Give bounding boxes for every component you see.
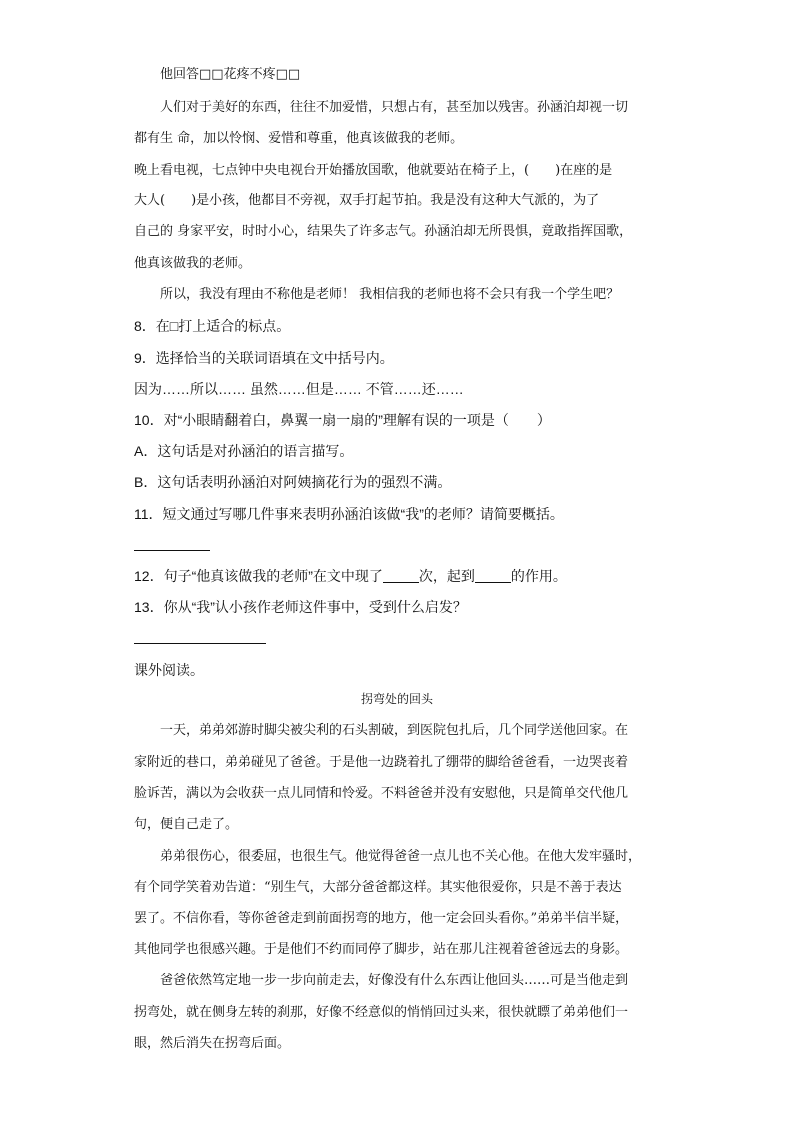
question-11: 11．短文通过写哪几件事来表明孙涵泊该做“我”的老师？请简要概括。 xyxy=(134,506,564,522)
passage2-line: 眼，然后消失在拐弯后面。 xyxy=(134,1036,291,1051)
answer-blank[interactable] xyxy=(475,568,511,583)
passage2-line: 爸爸依然笃定地一步一步向前走去，好像没有什么东西让他回头……可是当他走到 xyxy=(160,973,629,988)
question-12-text-a: 12．句子“他真该做我的老师”在文中现了 xyxy=(134,568,383,584)
passage2-title: 拐弯处的回头 xyxy=(360,692,433,706)
passage2-line: 弟弟很伤心，很委屈，也很生气。他觉得爸爸一点儿也不关心他。在他大发牢骚时， xyxy=(160,849,642,864)
passage2-line: 罢了。不信你看，等你爸爸走到前面拐弯的地方，他一定会回头看你。”弟弟半信半疑， xyxy=(134,911,629,926)
passage1-line: 所以，我没有理由不称他是老师！ 我相信我的老师也将不会只有我一个学生吧？ xyxy=(160,287,620,302)
passage2-line: 脸诉苦，满以为会收获一点儿同情和怜爱。不料爸爸并没有安慰他，只是简单交代他几 xyxy=(134,786,629,801)
passage2-line: 其他同学也很感兴趣。于是他们不约而同停了脚步，站在那儿注视着爸爸远去的身影。 xyxy=(134,942,629,957)
answer-blank[interactable] xyxy=(383,568,419,583)
question-13: 13．你从“我”认小孩作老师这件事中，受到什么启发？ xyxy=(134,599,467,615)
question-9-options: 因为……所以…… 虽然……但是…… 不管……还…… xyxy=(134,381,464,397)
answer-line[interactable] xyxy=(134,550,210,551)
question-12-text-c: 的作用。 xyxy=(510,568,567,584)
passage1-line: 晚上看电视，七点钟中央电视台开始播放国歌，他就要站在椅子上，( )在座的是 xyxy=(134,163,613,178)
passage1-line: 他真该做我的老师。 xyxy=(134,256,252,271)
question-10-option-b: B．这句话表明孙涵泊对阿姨摘花行为的强烈不满。 xyxy=(134,474,452,490)
answer-line[interactable] xyxy=(134,643,266,644)
passage2-line: 句，便自己走了。 xyxy=(134,817,239,832)
question-12 xyxy=(134,566,567,586)
question-9: 9．选择恰当的关联词语填在文中括号内。 xyxy=(134,350,394,366)
question-10-option-a: A．这句话是对孙涵泊的语言描写。 xyxy=(134,443,354,459)
passage1-line: 大人( )是小孩，他都目不旁视，双手打起节拍。我是没有这种大气派的，为了 xyxy=(134,193,600,208)
passage2-line: 一天，弟弟郊游时脚尖被尖利的石头割破，到医院包扎后，几个同学送他回家。在 xyxy=(160,723,629,738)
passage1-line: 人们对于美好的东西，往往不加爱惜，只想占有，甚至加以残害。孙涵泊却视一切 xyxy=(160,100,629,115)
passage1-line: 自己的 身家平安，时时小心，结果失了许多志气。孙涵泊却无所畏惧，竟敢指挥国歌， xyxy=(134,224,633,239)
question-10: 10．对“小眼睛翻着白，鼻翼一扇一扇的”理解有误的一项是（ ） xyxy=(134,412,551,428)
passage1-line: 他回答□□花疼不疼□□ xyxy=(160,67,301,82)
question-8: 8．在□打上适合的标点。 xyxy=(134,318,291,334)
passage1-line: 都有生 命，加以怜悯、爱惜和尊重，他真该做我的老师。 xyxy=(134,131,464,146)
section-label: 课外阅读。 xyxy=(134,662,204,678)
passage2-line: 家附近的巷口，弟弟碰见了爸爸。于是他一边跷着扎了绷带的脚给爸爸看，一边哭丧着 xyxy=(134,755,629,770)
passage2-line: 拐弯处，就在侧身左转的刹那，好像不经意似的悄悄回过头来，很快就瞟了弟弟他们一 xyxy=(134,1005,629,1020)
question-12-text-b: 次，起到 xyxy=(418,568,475,584)
passage2-line: 有个同学笑着劝告道：“别生气，大部分爸爸都这样。其实他很爱你，只是不善于表达 xyxy=(134,880,622,895)
